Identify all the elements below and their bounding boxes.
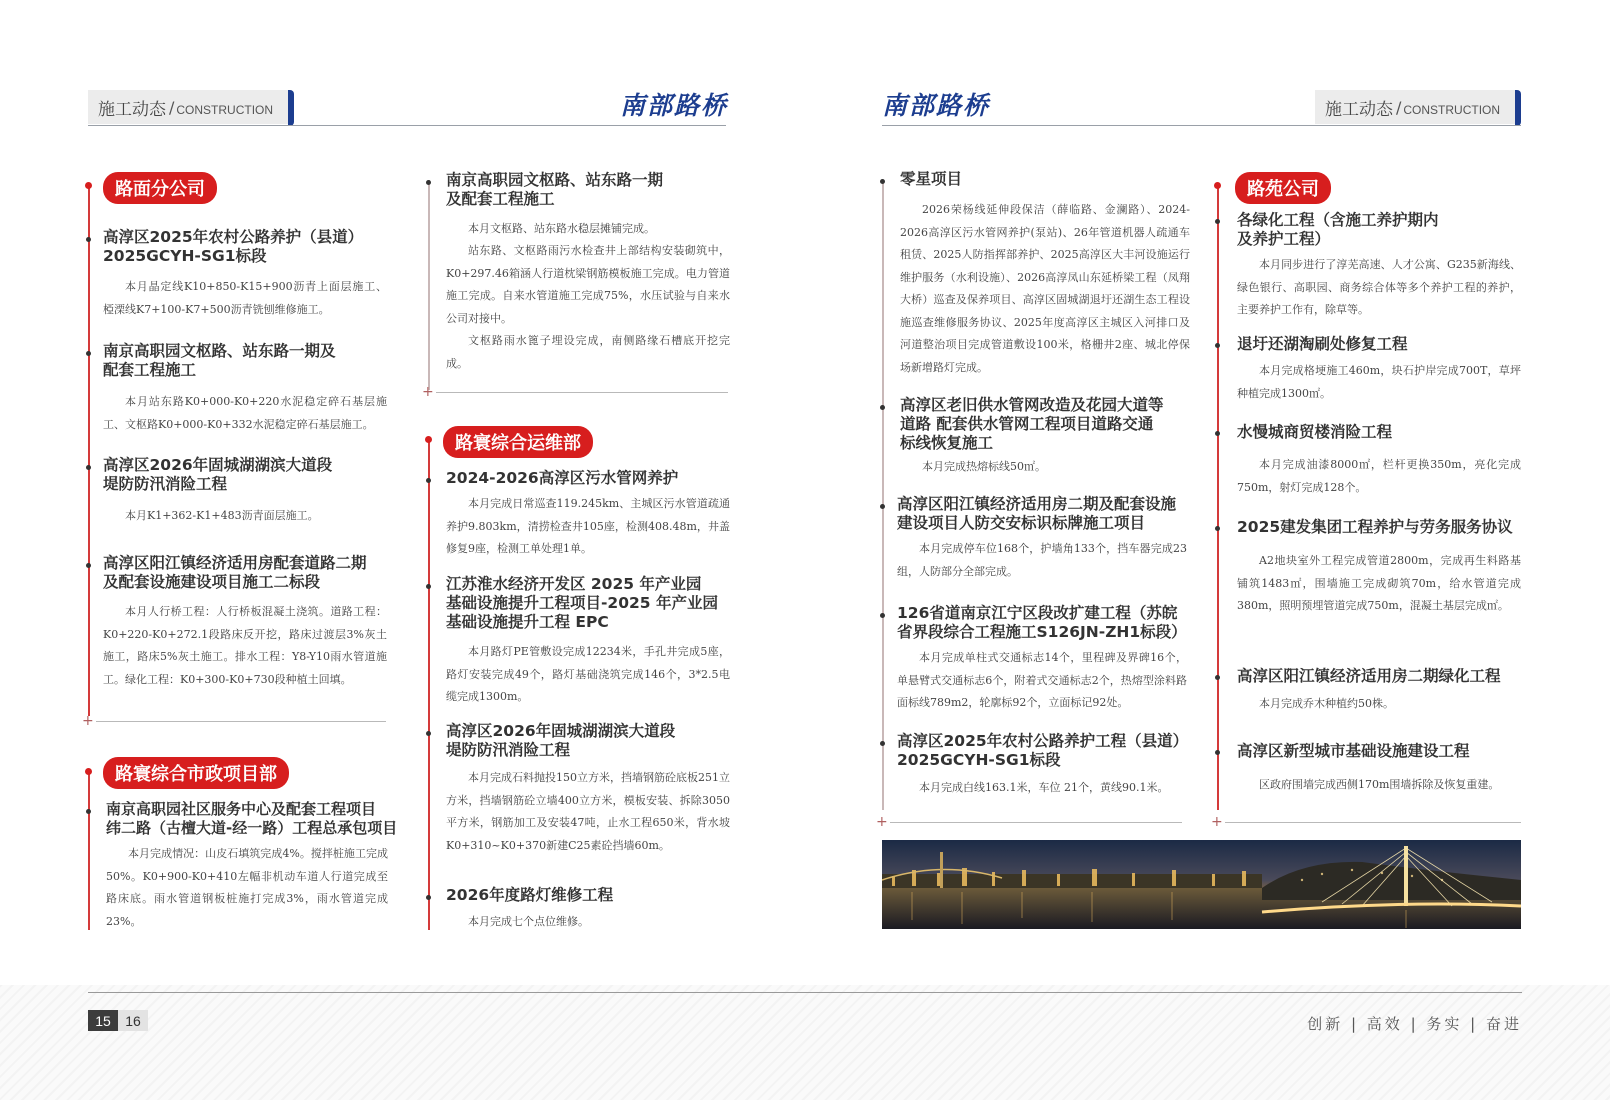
- item-body: 本月完成油漆8000㎡，栏杆更换350m，亮化完成750m，射灯完成128个。: [1237, 458, 1521, 494]
- item-bullet: [426, 584, 431, 589]
- item-bullet: [1215, 750, 1220, 755]
- divider-line: [96, 721, 386, 722]
- item-bullet: [880, 741, 885, 746]
- right-header-tab: [1315, 90, 1516, 124]
- divider-line: [890, 822, 1182, 823]
- item-bullet: [1215, 431, 1220, 436]
- item-body: 本月完成白线163.1米，车位 21个，黄线90.1米。: [919, 781, 1169, 794]
- item-bullet: [426, 895, 431, 900]
- item-body: 本月完成停车位168个，护墙角133个，挡车器完成23组，人防部分全部完成。: [897, 542, 1187, 578]
- item-title: 2026年度路灯维修工程: [446, 886, 614, 904]
- footer-motto: 创新 | 高效 | 务实 | 奋进: [1307, 1015, 1522, 1033]
- item-title: 南京高职园文枢路、站东路一期及 配套工程施工: [103, 342, 336, 379]
- col4-timeline: [1217, 187, 1219, 810]
- item-bullet: [86, 351, 91, 356]
- header-section-en: CONSTRUCTION: [1403, 102, 1501, 117]
- item-body: 本月完成情况：山皮石填筑完成4%。搅拌桩施工完成50%。K0+900-K0+410左幅非机动车道人行道完成至路床底。雨水管道钢板桩施打完成3%，雨水管道完成23%。: [106, 847, 388, 928]
- col3-timeline: [882, 180, 884, 810]
- header-section-en: CONSTRUCTION: [176, 102, 274, 117]
- col2-timeline: [428, 180, 430, 390]
- col2-timeline-2: [428, 440, 430, 930]
- item-bullet: [1215, 219, 1220, 224]
- item-body-line: 站东路、文枢路雨污水检查井上部结构安装砌筑中，K0+297.46箱涵人行道枕梁钢筋模板施工完成。电力管道施工完成。自来水管道施工完成75%，水压试验与自来水公司对接中。: [446, 244, 730, 325]
- section-bullet: [85, 768, 92, 775]
- item-bullet: [880, 504, 885, 509]
- right-logo: 南部路桥: [882, 91, 991, 120]
- col1-timeline-2: [88, 772, 90, 930]
- item-body: A2地块室外工程完成管道2800m，完成再生料路基铺筑1483㎡，围墙施工完成砌筑70m，给水管道完成380m，照明预埋管道完成750m，混凝土基层完成㎡。: [1237, 554, 1521, 612]
- item-bullet: [86, 465, 91, 470]
- header-slash: /: [1396, 97, 1402, 117]
- col1-timeline: [88, 186, 90, 716]
- item-title: 高淳区阳江镇经济适用房二期绿化工程: [1237, 667, 1501, 685]
- item-bullet: [880, 405, 885, 410]
- item-bullet: [86, 237, 91, 242]
- header-section-zh: 施工动态: [1325, 99, 1393, 120]
- bridge-night-photo-svg: [882, 840, 1521, 929]
- item-bullet: [426, 478, 431, 483]
- item-body: 本月完成热熔标线50㎡。: [922, 460, 1046, 473]
- item-body: 本月路灯PE管敷设完成12234米，手孔井完成5座，路灯安装完成49个，路灯基础浇筑完成146个，3*2.5电缆完成1300m。: [446, 645, 730, 703]
- left-logo: 南部路桥: [620, 91, 729, 120]
- item-title: 高淳区阳江镇经济适用房二期及配套设施 建设项目人防交安标识标牌施工项目: [897, 495, 1177, 532]
- divider-plus: +: [1211, 814, 1223, 830]
- item-title: 126省道南京江宁区段改扩建工程（苏皖 省界段综合工程施工S126JN-ZH1标段）: [897, 604, 1187, 641]
- item-body: 本月站东路K0+000-K0+220水泥稳定碎石基层施工、文枢路K0+000-K0+332水泥稳定碎石基层施工。: [103, 395, 387, 431]
- right-header-rule: [882, 125, 1521, 126]
- page-number-right: 16: [118, 1010, 148, 1031]
- item-title: 零星项目: [900, 170, 963, 188]
- bridge-night-photo: [882, 840, 1521, 929]
- header-slash: /: [169, 97, 175, 117]
- item-bullet: [86, 809, 91, 814]
- item-title: 2025建发集团工程养护与劳务服务协议: [1237, 518, 1513, 536]
- divider-plus: +: [876, 814, 888, 830]
- item-title: 各绿化工程（含施工养护期内 及养护工程）: [1237, 211, 1439, 248]
- section-badge-luyuan: 路苑公司: [1235, 172, 1331, 204]
- right-header-accent: [1515, 90, 1521, 126]
- item-title: 高淳区老旧供水管网改造及花园大道等 道路 配套供水管网工程项目道路交通 标线恢复施工: [900, 396, 1164, 452]
- item-body: 本月完成七个点位维修。: [468, 915, 589, 928]
- footer-background-pattern: [0, 985, 1610, 1100]
- item-bullet: [426, 180, 431, 185]
- item-body-line: 本月文枢路、站东路水稳层摊铺完成。: [468, 222, 655, 235]
- left-header-accent: [288, 90, 294, 126]
- item-bullet: [1215, 675, 1220, 680]
- item-title: 南京高职园文枢路、站东路一期 及配套工程施工: [446, 171, 664, 208]
- header-section-zh: 施工动态: [98, 99, 166, 120]
- item-body: 区政府围墙完成西侧170m围墙拆除及恢复重建。: [1259, 778, 1500, 791]
- divider-plus: +: [82, 713, 94, 729]
- item-body: 本月K1+362-K1+483沥青面层施工。: [125, 509, 319, 522]
- item-body: 本月人行桥工程：人行桥板混凝土浇筑。道路工程：K0+220-K0+272.1段路床反开挖，路床过渡层3%灰土施工，路床5%灰土施工。排水工程：Y8-Y10雨水管道施工。绿化工程：K0+300-K0+730段种植土回填。: [103, 605, 387, 686]
- item-body: 本月完成格埂施工460m，块石护岸完成700T，草坪种植完成1300㎡。: [1237, 364, 1521, 400]
- item-body: 本月晶定线K10+850-K15+900沥青上面层施工、椏溧线K7+100-K7+500沥青铣刨维修施工。: [103, 280, 387, 316]
- item-body: 本月完成乔木种植约50株。: [1259, 697, 1394, 710]
- item-title: 南京高职园社区服务中心及配套工程项目 纬二路（古檀大道-经一路）工程总承包项目: [106, 800, 398, 837]
- section-bullet: [1214, 182, 1221, 189]
- item-title: 水慢城商贸楼消险工程: [1237, 423, 1393, 441]
- item-title: 江苏淮水经济开发区 2025 年产业园 基础设施提升工程项目-2025 年产业园 基础设施提升工程 EPC: [446, 575, 718, 631]
- item-body-line: 文枢路雨水篦子埋设完成，南侧路缘石槽底开挖完成。: [446, 334, 730, 370]
- section-badge-luhuan-shizheng: 路寰综合市政项目部: [103, 757, 289, 789]
- item-title: 高淳区新型城市基础设施建设工程: [1237, 742, 1470, 760]
- footer-rule: [88, 992, 1522, 993]
- item-title: 高淳区2026年固城湖湖滨大道段 堤防防汛消险工程: [103, 456, 333, 493]
- item-body: 2026荣杨线延伸段保洁（薛临路、金澜路）、2024-2026高淳区污水管网养护(泵站)、26年管道机器人疏通车租赁、2025人防指挥部养护、2025高淳区大丰河设施运行维护服务（水利设施）、2026高淳凤山东延桥梁工程（凤翔大桥）巡查及保养项目、高淳区固城湖退圩还湖生态工程设施巡查维修服务协议、2025年度高淳区主城区入河排口及河道整治项目完成管道敷设100米，格栅井2座、城北停保场新增路灯完成。: [900, 203, 1190, 374]
- item-bullet: [1215, 343, 1220, 348]
- item-title: 高淳区2026年固城湖湖滨大道段 堤防防汛消险工程: [446, 722, 676, 759]
- item-title: 退圩还湖淘刷处修复工程: [1237, 335, 1408, 353]
- item-body: 本月完成日常巡查119.245km、主城区污水管道疏通养护9.803km，清捞检查井105座，检测408.48m，井盖修复9座，检测工单处理1单。: [446, 497, 730, 555]
- divider-line: [436, 392, 728, 393]
- page-number-left: 15: [88, 1010, 118, 1031]
- section-bullet: [85, 182, 92, 189]
- item-title: 高淳区阳江镇经济适用房配套道路二期 及配套设施建设项目施工二标段: [103, 554, 367, 591]
- item-bullet: [880, 179, 885, 184]
- item-body: 本月同步进行了淳芜高速、人才公寓、G235新海线、绿色银行、高职园、商务综合体等多个养护工程的养护，主要养护工作有，除草等。: [1237, 258, 1521, 316]
- left-header-rule: [88, 125, 726, 126]
- item-title: 2024-2026高淳区污水管网养护: [446, 469, 679, 487]
- item-bullet: [86, 563, 91, 568]
- item-title: 高淳区2025年农村公路养护（县道） 2025GCYH-SG1标段: [103, 228, 364, 265]
- item-title: 高淳区2025年农村公路养护工程（县道） 2025GCYH-SG1标段: [897, 732, 1189, 769]
- section-bullet: [425, 436, 432, 443]
- section-badge-luhuan-yunwei: 路寰综合运维部: [443, 426, 593, 458]
- item-bullet: [1215, 526, 1220, 531]
- item-bullet: [426, 731, 431, 736]
- left-header-tab: [88, 90, 288, 124]
- item-body: 本月完成石料抛投150立方米，挡墙钢筋砼底板251立方米，挡墙钢筋砼立墙400立方米，模板安装、拆除3050平方米，钢筋加工及安装47吨，止水工程650米，背水坡K0+310~K0+370新建C25素砼挡墙60m。: [446, 771, 730, 852]
- divider-line: [1225, 822, 1521, 823]
- item-body: 本月完成单柱式交通标志14个，里程碑及界碑16个，单悬臂式交通标志6个，附着式交通标志2个，热熔型涂料路面标线789m2，轮廓标92个，立面标记92处。: [897, 651, 1187, 709]
- item-bullet: [880, 613, 885, 618]
- section-badge-lumian: 路面分公司: [103, 172, 217, 204]
- divider-plus: +: [422, 384, 434, 400]
